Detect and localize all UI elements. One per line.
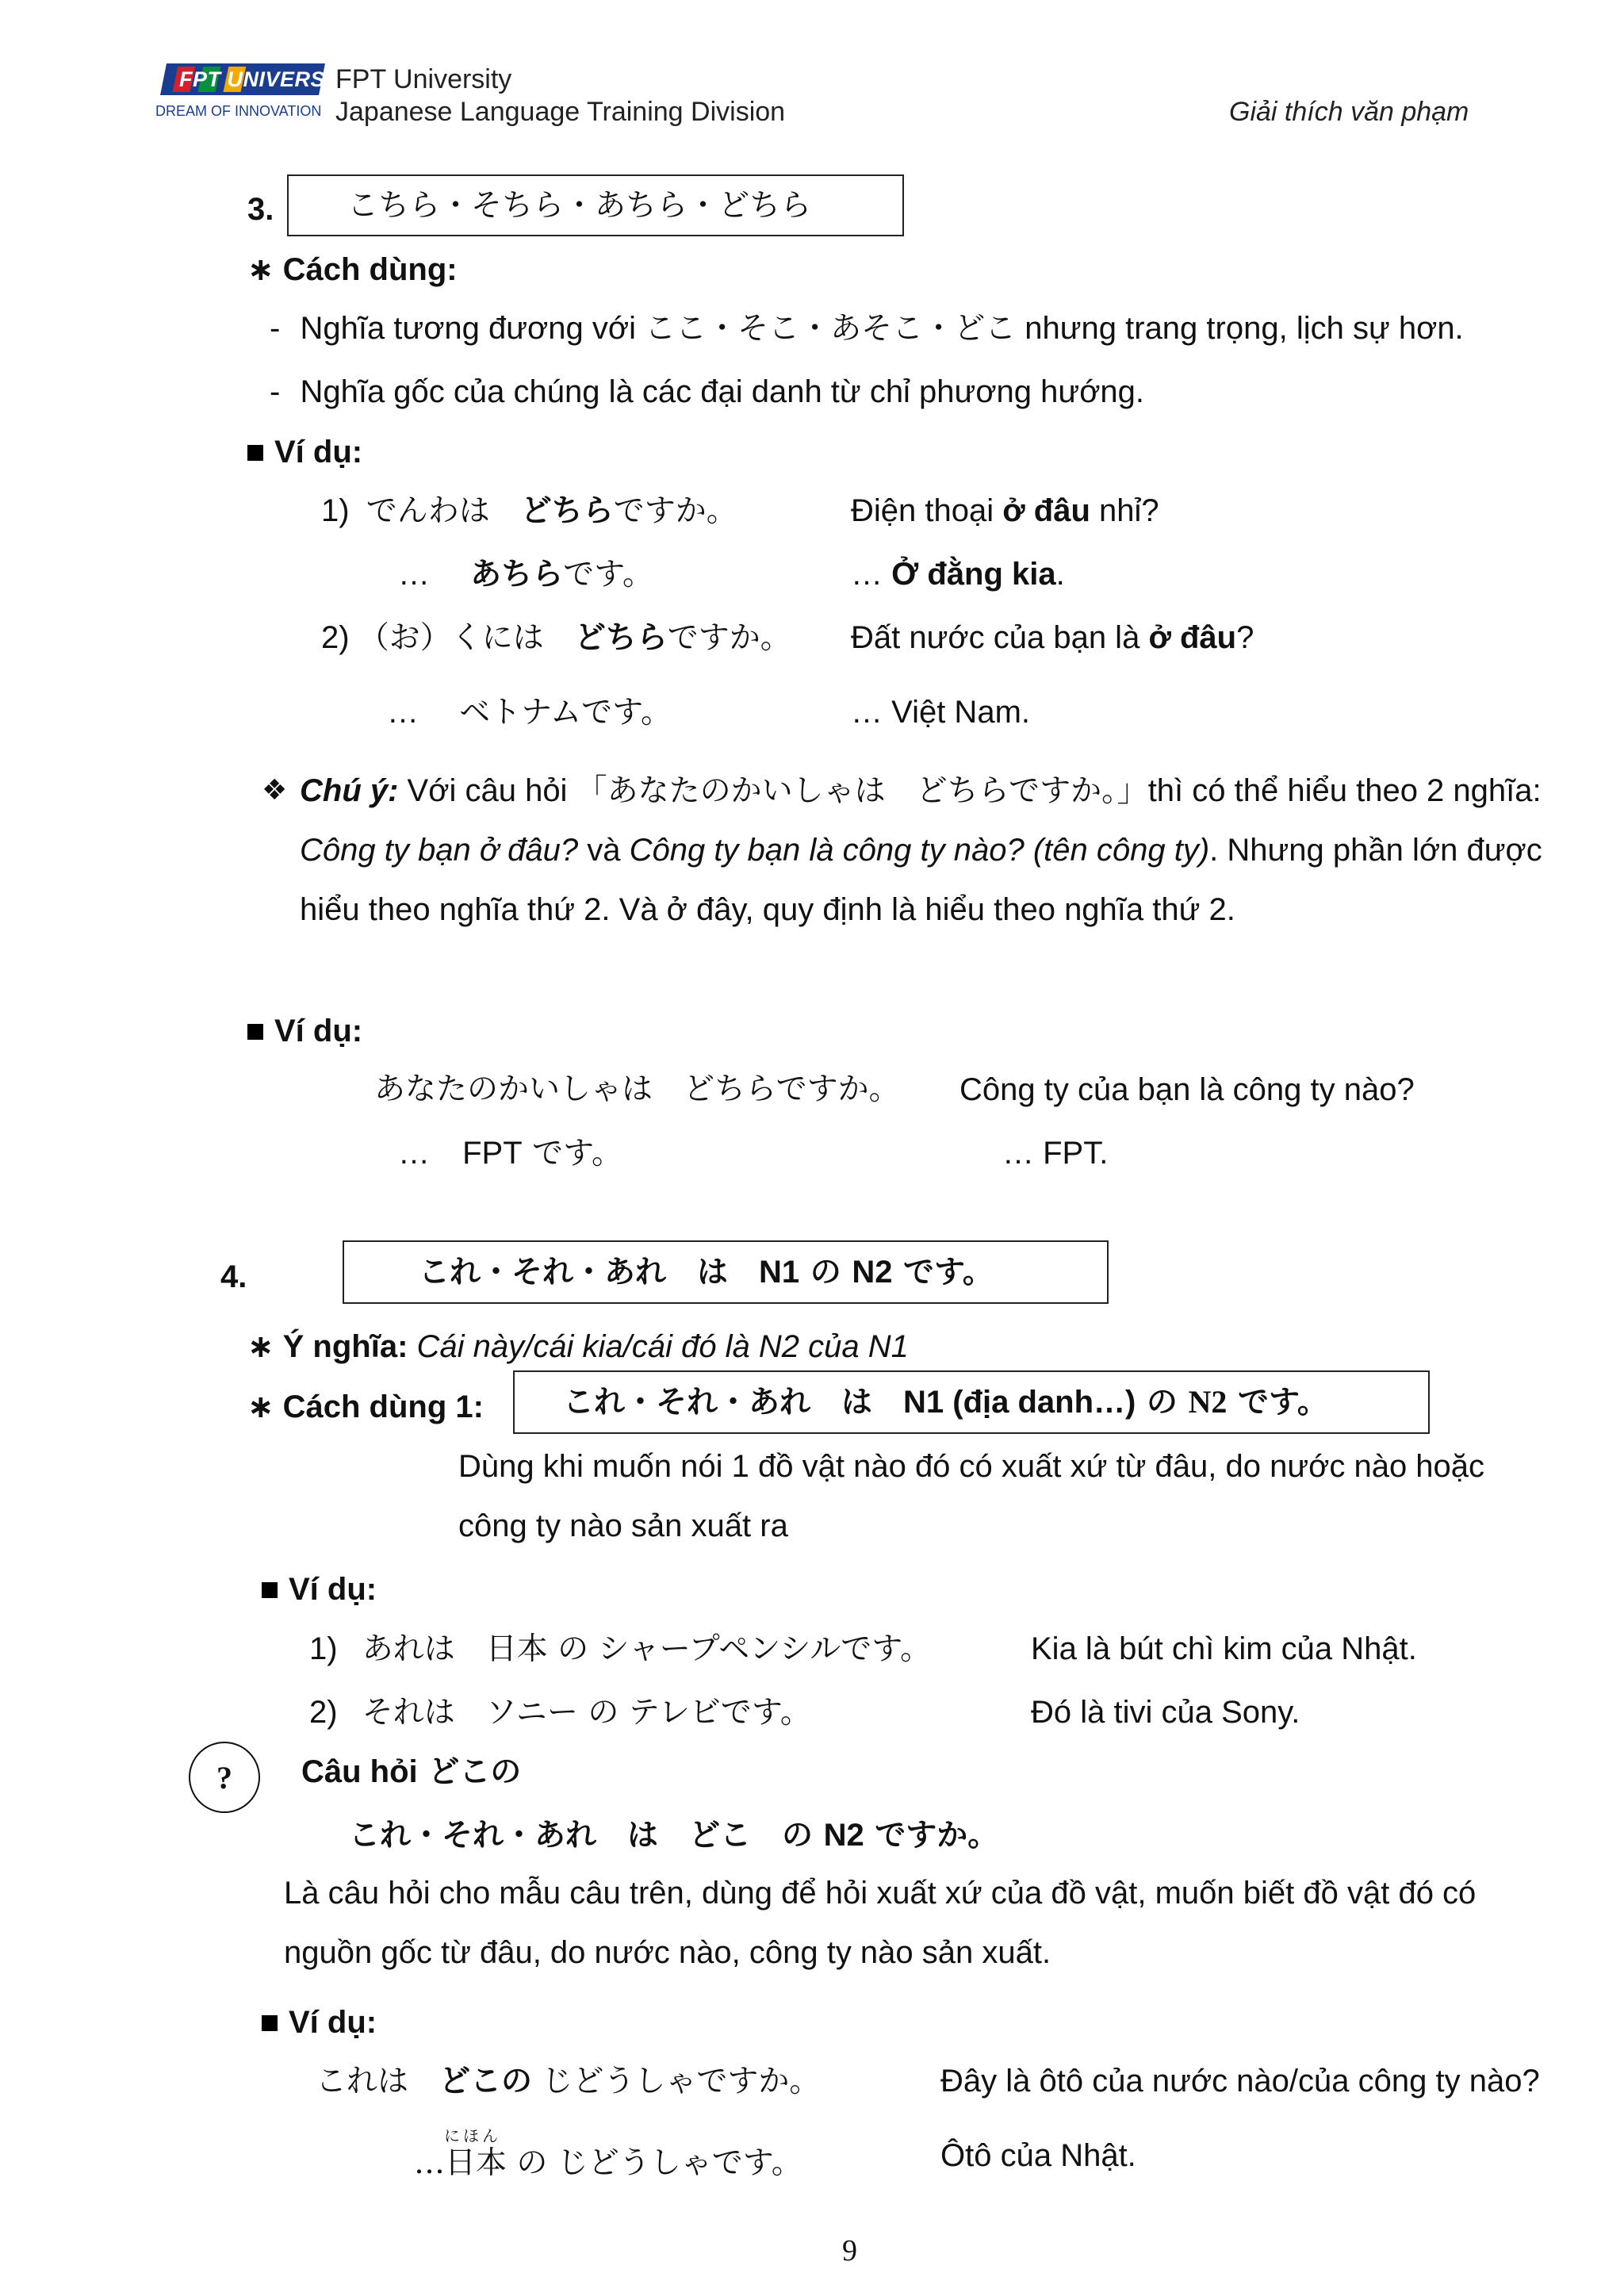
- heading-n1: N1: [759, 1255, 800, 1290]
- jp-text: です。: [522, 1136, 622, 1171]
- note-jp: 「あなたのかいしゃは どちらですか。」: [576, 773, 1148, 809]
- example-vi: [851, 492, 1159, 530]
- heading-no: の: [799, 1254, 852, 1290]
- example-label-text: Ví dụ:: [274, 1014, 363, 1048]
- pattern-n1: N1 (địa danh…): [903, 1385, 1136, 1420]
- example-number: 2): [309, 1695, 338, 1730]
- example-jp: [366, 493, 737, 529]
- example-jp: あれは 日本 の シャープペンシルです。: [362, 1631, 932, 1667]
- vi-post: nhỉ?: [1090, 493, 1159, 528]
- note-t3: và: [578, 833, 630, 868]
- meaning-label: ∗ Ý nghĩa:: [247, 1329, 408, 1364]
- heading-jp: これ・それ・あれ は: [419, 1254, 760, 1290]
- section-4-number: 4.: [220, 1259, 247, 1294]
- square-bullet-icon: [262, 1582, 278, 1598]
- pattern-end: です。: [1227, 1384, 1328, 1420]
- org-line-1: FPT University: [335, 64, 512, 94]
- question-pattern: [349, 1816, 998, 1854]
- example-vi: [851, 619, 1254, 657]
- jp-pre: でんわは: [366, 493, 521, 529]
- pattern-jp: これ・それ・あれ は: [563, 1384, 904, 1420]
- section-4-heading: [419, 1253, 994, 1291]
- jp-pre: ベトナムです。: [459, 695, 672, 730]
- example-number: 2): [321, 620, 350, 655]
- vi-bold: Ở đằng kia: [891, 557, 1056, 592]
- section-3-number: 3.: [247, 192, 274, 227]
- note-t2: thì có thể hiểu theo 2 nghĩa:: [1147, 773, 1542, 808]
- jp-pre: これは: [316, 2064, 440, 2099]
- square-bullet-icon: [262, 2015, 278, 2031]
- section-3-example2-label: [247, 1012, 362, 1050]
- section-3-example-label: [247, 433, 362, 471]
- note-label: Chú ý:: [300, 773, 399, 808]
- heading-n2: N2: [852, 1255, 893, 1290]
- example-ellipsis: …: [398, 1136, 430, 1171]
- vi-bold: ở đâu: [1148, 620, 1237, 655]
- usage-text: Nghĩa gốc của chúng là các đại danh từ chỉ phương hướng.: [300, 374, 1145, 409]
- meaning-text: Cái này/cái kia/cái đó là N2 của N1: [408, 1329, 909, 1364]
- note-diamond-icon: ❖: [262, 773, 288, 806]
- question-label: Câu hỏi: [301, 1754, 418, 1789]
- logo-text: FPT UNIVERSITY: [179, 67, 360, 91]
- example-number: 1): [309, 1631, 338, 1666]
- example-row: [321, 619, 791, 657]
- usage-text-jp: ここ・そこ・あそこ・どこ: [645, 311, 1017, 347]
- square-bullet-icon: [247, 445, 263, 461]
- jp-post: ですか。: [613, 493, 737, 529]
- example-row: [398, 555, 653, 594]
- pattern-no: の: [1136, 1384, 1189, 1420]
- jp-post: です。: [563, 557, 654, 592]
- dash: -: [270, 311, 281, 346]
- note-text: [300, 761, 1551, 940]
- example-jp: あなたのかいしゃは どちらですか。: [374, 1071, 900, 1107]
- example-row: [398, 1134, 622, 1173]
- document-title: Giải thích văn phạm: [1229, 97, 1469, 127]
- vi-pre: Điện thoại: [851, 493, 1003, 528]
- question-mark: ?: [216, 1760, 232, 1796]
- furigana: にほん: [444, 2126, 501, 2145]
- org-line-2: Japanese Language Training Division: [335, 97, 786, 127]
- vi-pre: Đất nước của bạn là: [851, 620, 1149, 655]
- example-vi: [851, 555, 1065, 593]
- vi-bold: ở đâu: [1002, 493, 1090, 528]
- note-i2: Công ty bạn là công ty nào? (tên công ty): [629, 833, 1210, 868]
- example-jp: [470, 557, 653, 592]
- section-4-example-label: [262, 1570, 377, 1608]
- pattern-end: ですか。: [864, 1817, 999, 1853]
- page-number: 9: [842, 2234, 857, 2267]
- square-bullet-icon: [247, 1024, 263, 1040]
- example-row: [309, 1630, 931, 1669]
- example-label-text: Ví dụ:: [289, 1572, 377, 1607]
- jp-bold: どこの: [439, 2063, 533, 2099]
- jp-bold: あちら: [470, 556, 564, 592]
- example-row: [309, 1693, 811, 1732]
- example-vi: Công ty của bạn là công ty nào?: [959, 1072, 1415, 1107]
- question-jp: どこの: [417, 1754, 522, 1790]
- jp-kanji: 日本: [445, 2145, 508, 2181]
- example-vi: Ôtô của Nhật.: [940, 2138, 1136, 2173]
- jp-bold: どちら: [520, 493, 614, 529]
- example-ellipsis: …: [398, 557, 430, 592]
- example-row: [321, 492, 737, 531]
- example-jp: [316, 2062, 820, 2101]
- section-4-example2-label: [262, 2003, 377, 2041]
- pattern-n2: N2: [823, 1818, 864, 1853]
- vi-pre: … Việt Nam.: [851, 695, 1030, 730]
- example-label-text: Ví dụ:: [289, 2005, 377, 2040]
- note-i1: Công ty bạn ở đâu?: [300, 833, 579, 868]
- note-t4: . Nhưng phần lớn được hiểu theo nghĩa thứ 2. Và ở đây, quy định là hiểu theo nghĩa thứ 2.: [300, 833, 1542, 927]
- section-4-meaning: [247, 1328, 909, 1366]
- section-3-usage-label: ∗ Cách dùng:: [247, 252, 458, 287]
- heading-end: です。: [892, 1254, 994, 1290]
- example-vi: Kia là bút chì kim của Nhật.: [1031, 1631, 1417, 1666]
- pattern-jp: これ・それ・あれ は どこ の: [349, 1817, 824, 1853]
- usage-text-post: nhưng trang trọng, lịch sự hơn.: [1016, 311, 1464, 346]
- example-vi: … FPT.: [1002, 1136, 1109, 1171]
- usage-1-description: Dùng khi muốn nói 1 đồ vật nào đó có xuất xứ từ đâu, do nước nào hoặc công ty nào sản xuất ra: [458, 1449, 1485, 1543]
- question-heading: [301, 1753, 521, 1791]
- example-number: 1): [321, 493, 350, 528]
- usage-item-2: [270, 373, 1144, 411]
- example-jp: [462, 1136, 622, 1171]
- usage-1-pattern: [563, 1383, 1328, 1421]
- jp-pre: …: [414, 2145, 445, 2181]
- jp-pre: （お）くには: [358, 620, 575, 656]
- question-description: Là câu hỏi cho mẫu câu trên, dùng để hỏi xuất xứ của đồ vật, muốn biết đồ vật đó có nguồn gốc từ đâu, do nước nào, công ty nào sản xuất.: [284, 1876, 1477, 1970]
- jp-post: ですか。: [667, 620, 791, 656]
- example-label-text: Ví dụ:: [274, 435, 363, 470]
- example-vi: [851, 693, 1030, 731]
- example-row: [387, 693, 672, 732]
- section-3-heading: こちら・そちら・あちら・どちら: [347, 188, 812, 224]
- usage-text-pre: Nghĩa tương đương với: [300, 311, 645, 346]
- example-jp: それは ソニー の テレビです。: [362, 1695, 811, 1731]
- usage-item-1: [270, 309, 1464, 348]
- note-t1: Với câu hỏi: [398, 773, 576, 808]
- example-jp: [414, 2145, 802, 2183]
- dash: -: [270, 374, 281, 409]
- jp-bold: どちら: [574, 619, 668, 656]
- vi-post: .: [1055, 557, 1065, 592]
- jp-latin: FPT: [462, 1136, 523, 1171]
- logo-tagline: DREAM OF INNOVATION: [155, 103, 322, 119]
- example-jp: [459, 695, 672, 730]
- jp-post: の じどうしゃです。: [507, 2145, 802, 2181]
- example-vi: Đó là tivi của Sony.: [1031, 1695, 1300, 1730]
- example-vi: Đây là ôtô của nước nào/của công ty nào?: [940, 2064, 1540, 2099]
- example-jp: [358, 620, 791, 656]
- fpt-logo: [155, 60, 360, 125]
- usage-1-label: ∗ Cách dùng 1:: [247, 1389, 484, 1424]
- question-circle-icon: [189, 1742, 260, 1813]
- example-ellipsis: …: [387, 695, 419, 730]
- pattern-n2: N2: [1188, 1384, 1228, 1420]
- vi-post: ?: [1236, 620, 1254, 655]
- jp-post: じどうしゃですか。: [532, 2064, 821, 2099]
- vi-pre: …: [851, 557, 892, 592]
